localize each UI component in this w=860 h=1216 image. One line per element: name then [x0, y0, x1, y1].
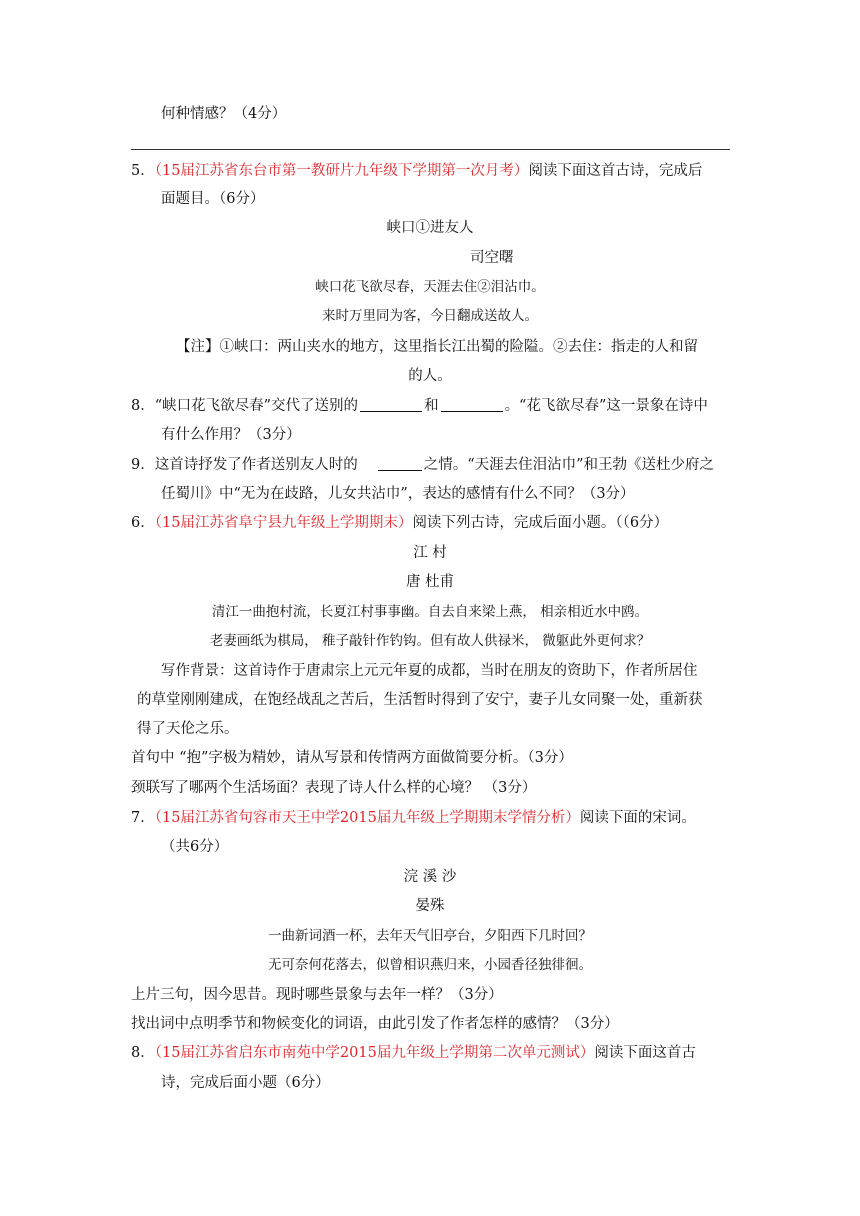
source-label: （15届江苏省启东市南苑中学2015届九年级上学期第二次单元测试） [154, 1045, 595, 1061]
question-text: 上片三句，因今思昔。现时哪些景象与去年一样？（3分） [131, 987, 503, 1003]
question-number: 5． [131, 163, 155, 179]
question-text: 首句中 “抱”字极为精妙，请从写景和传情两方面做简要分析。（3分） [131, 750, 573, 766]
text-line: 何种情感？（4分） [161, 106, 287, 122]
poem-line: 一曲新词酒一杯，去年天气旧亭台，夕阳西下几时回？ [268, 928, 592, 944]
question-9-line [131, 455, 714, 475]
question-text: 面题目。（6分） [161, 191, 265, 207]
question-text: （共6分） [161, 839, 229, 855]
question-text: 任蜀川》中“无为在歧路，儿女共沾巾”，表达的感情有什么不同？（3分） [161, 486, 635, 502]
question-text: 阅读下面的宋词。 [579, 810, 696, 826]
background-text: 的草堂刚刚建成，在饱经战乱之苦后，生活暂时得到了安宁，妻子儿女同聚一处，重新获 [137, 692, 703, 708]
source-label: （15届江苏省句容市天王中学2015届九年级上学期期末学情分析） [154, 810, 580, 826]
question-number: 7． [131, 810, 155, 826]
answer-blank[interactable] [378, 456, 422, 471]
question-text: 阅读下面这首古诗，完成后 [528, 163, 703, 179]
divider [131, 149, 730, 150]
poem-line: 来时万里同为客，今日翻成送故人。 [322, 308, 538, 324]
poem-title: 峡口①进友人 [386, 220, 474, 236]
poem-note: 的人。 [408, 368, 452, 384]
question-8-line [131, 396, 708, 416]
poem-line: 清江一曲抱村流，长夏江村事事幽。自去自来梁上燕， 相亲相近水中鸥。 [211, 604, 649, 620]
question-text: 找出词中点明季节和物候变化的词语，由此引发了作者怎样的感情？（3分） [131, 1016, 619, 1032]
background-text: 写作背景：这首诗作于唐肃宗上元元年夏的成都，当时在朋友的资助下，作者所居住 [161, 663, 698, 679]
poem-line: 老妻画纸为棋局， 稚子敲针作钓钩。但有故人供禄米， 微躯此外更何求？ [209, 633, 651, 649]
question-text: 8．“峡口花飞欲尽春”交代了送别的 [131, 398, 359, 414]
question-number: 6． [131, 515, 155, 531]
answer-blank[interactable] [441, 397, 503, 412]
poem-author: 司空曙 [470, 250, 514, 266]
answer-blank[interactable] [360, 397, 422, 412]
question-text: 之情。“天涯去住泪沾巾”和王勃《送杜少府之 [423, 457, 715, 473]
question-number: 8． [131, 1045, 155, 1061]
question-text: 颈联写了哪两个生活场面？表现了诗人什么样的心境？ （3分） [131, 780, 537, 796]
source-label: （15届江苏省阜宁县九年级上学期期末） [154, 515, 413, 531]
poem-note: 【注】①峡口：两山夹水的地方，这里指长江出蜀的险隘。②去住：指走的人和留 [176, 339, 698, 355]
poem-title: 江 村 [413, 545, 447, 561]
question-text: 诗，完成后面小题（6分） [161, 1075, 330, 1091]
question-text: 和 [424, 398, 439, 414]
question-text: 。“花飞欲尽春”这一景象在诗中 [504, 398, 708, 414]
source-label: （15届江苏省东台市第一教研片九年级下学期第一次月考） [154, 163, 529, 179]
question-text: 9．这首诗抒发了作者送别友人时的 [131, 457, 358, 473]
question-6 [131, 513, 668, 533]
poem-author: 唐 杜甫 [405, 574, 455, 590]
poem-line: 峡口花飞欲尽春，天涯去住②泪沾巾。 [315, 279, 545, 295]
question-text: 有什么作用？（3分） [161, 427, 301, 443]
question-5 [131, 161, 702, 181]
question-7 [131, 808, 696, 828]
question-text: 阅读下面这首古 [594, 1045, 696, 1061]
question-text: 阅读下列古诗，完成后面小题。（（6分） [412, 515, 669, 531]
question-8-source [131, 1043, 696, 1063]
background-text: 得了天伦之乐。 [137, 721, 239, 737]
poem-line: 无可奈何花落去，似曾相识燕归来，小园香径独徘徊。 [268, 957, 592, 973]
poem-title: 浣 溪 沙 [403, 869, 457, 885]
poem-author: 晏殊 [415, 898, 445, 914]
